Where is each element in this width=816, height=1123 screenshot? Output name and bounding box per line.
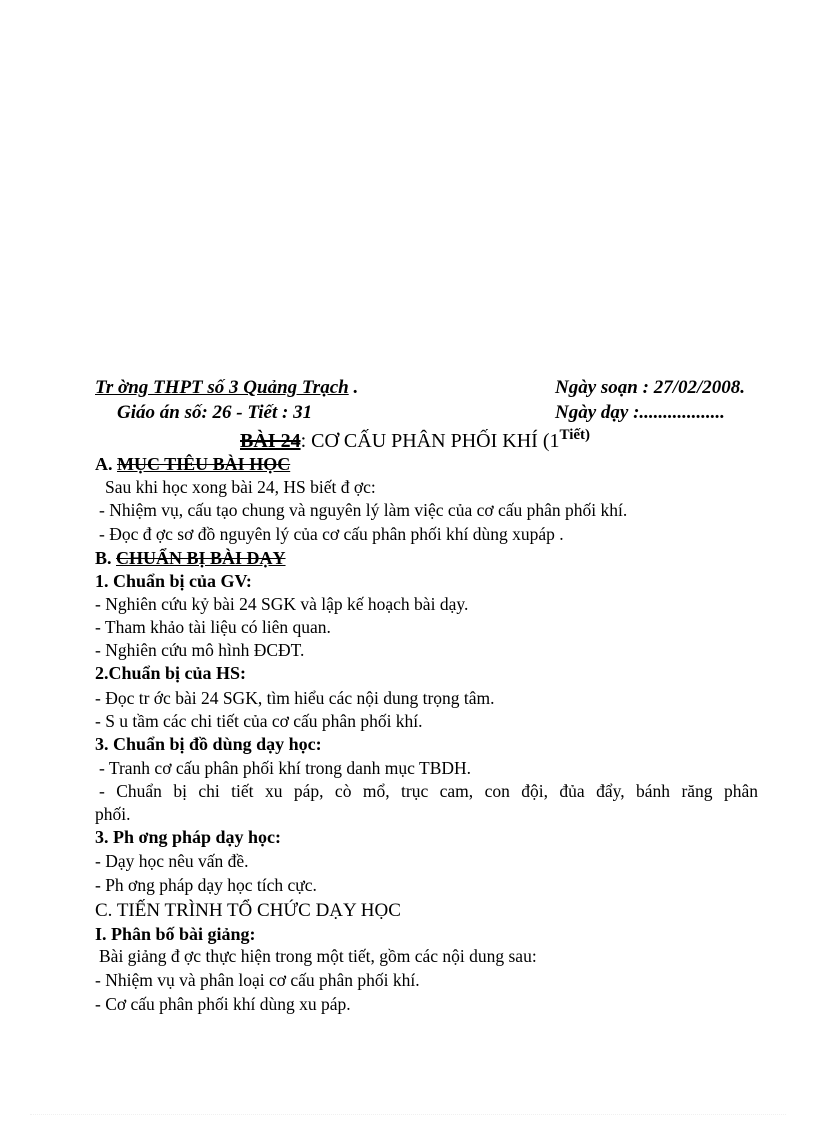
teaching-aids-heading: 3. Chuẩn bị đồ dùng dạy học: <box>95 734 322 754</box>
student-prep-item: - S u tầm các chi tiết của cơ cấu phân phối khí. <box>95 711 423 731</box>
teacher-prep-item: - Nghiên cứu kỷ bài 24 SGK và lập kế hoạch bài dạy. <box>95 594 469 614</box>
teacher-prep-item: - Tham khảo tài liệu có liên quan. <box>95 617 331 637</box>
date-prepared: Ngày soạn : 27/02/2008. <box>555 377 745 398</box>
student-prep-heading: 2.Chuẩn bị của HS: <box>95 663 247 683</box>
section-a-item: - Đọc đ ợc sơ đồ nguyên lý của cơ cấu phân phối khí dùng xupáp . <box>99 524 564 544</box>
section-b-heading: B. CHUẨN BỊ BÀI DẠY <box>95 548 286 568</box>
teaching-aids-item: - Chuẩn bị chi tiết xu páp, cò mổ, trục cam, con đội, đủa đẩy, bánh răng phân <box>99 781 758 801</box>
section-c-heading: C. TIẾN TRÌNH TỔ CHỨC DẠY HỌC <box>95 900 401 921</box>
student-prep-item: - Đọc tr ớc bài 24 SGK, tìm hiểu các nội dung trọng tâm. <box>95 688 495 708</box>
teaching-methods-item: - Dạy học nêu vấn đề. <box>95 851 249 871</box>
teaching-aids-item-continued: phối. <box>95 804 131 824</box>
school-name: Tr ờng THPT số 3 Quảng Trạch . <box>95 377 359 398</box>
lesson-distribution-item: - Cơ cấu phân phối khí dùng xu páp. <box>95 994 351 1014</box>
teaching-aids-item: - Tranh cơ cấu phân phối khí trong danh mục TBDH. <box>99 758 472 778</box>
date-taught: Ngày dạy :.................. <box>555 402 725 423</box>
teacher-prep-heading: 1. Chuẩn bị của GV: <box>95 571 252 591</box>
lesson-distribution-heading: I. Phân bố bài giảng: <box>95 924 256 944</box>
lesson-plan-number: Giáo án số: 26 - Tiết : 31 <box>117 402 313 423</box>
lesson-distribution-item: - Nhiệm vụ và phân loại cơ cấu phân phối khí. <box>95 970 420 990</box>
page-bottom-divider <box>30 1114 786 1115</box>
teacher-prep-item: - Nghiên cứu mô hình ĐCĐT. <box>95 640 305 660</box>
teaching-methods-heading: 3. Ph ơng pháp dạy học: <box>95 827 282 847</box>
teaching-methods-item: - Ph ơng pháp dạy học tích cực. <box>95 875 317 895</box>
section-a-item: - Nhiệm vụ, cấu tạo chung và nguyên lý làm việc của cơ cấu phân phối khí. <box>99 500 628 520</box>
section-a-intro: Sau khi học xong bài 24, HS biết đ ợc: <box>105 477 376 497</box>
lesson-distribution-item: Bài giảng đ ợc thực hiện trong một tiết, gồm các nội dung sau: <box>99 946 537 966</box>
lesson-title: BÀI 24: CƠ CẤU PHÂN PHỐI KHÍ ($1^{Tiết)}$ <box>240 427 591 452</box>
section-a-heading: A. MỤC TIÊU BÀI HỌC <box>95 454 291 474</box>
